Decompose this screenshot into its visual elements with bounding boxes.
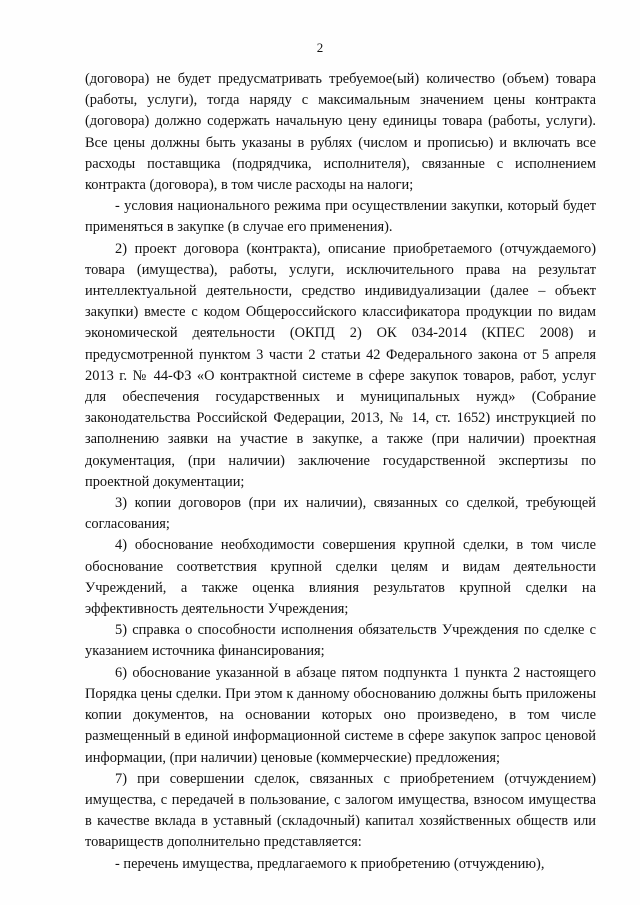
document-body	[85, 69, 596, 875]
paragraph: 6) обоснование указанной в абзаце пятом подпункта 1 пункта 2 настоящего Порядка цены сделки. При этом к данному обоснованию должны быть приложены копии документов, на основании которых оно произведено, в том числе размещенный в единой информационной системе в сфере закупок запрос ценовой информации, (при наличии) ценовые (коммерческие) предложения;	[85, 664, 596, 766]
page-number: 2	[316, 40, 324, 55]
paragraph: - перечень имущества, предлагаемого к приобретению (отчуждению),	[115, 855, 545, 872]
paragraph: 5) справка о способности исполнения обязательств Учреждения по сделке с указанием источника финансирования;	[85, 622, 596, 660]
paragraph: 4) обоснование необходимости совершения крупной сделки, в том числе обоснование соответствия крупной сделки целям и видам деятельности Учреждений, а также оценка влияния результатов крупной сделки на эффективность деятельности Учреждения;	[85, 537, 596, 618]
paragraph: 3) копии договоров (при их наличии), связанных со сделкой, требующей согласования;	[85, 495, 596, 533]
paragraph: - условия национального режима при осуществлении закупки, который будет применяться в закупке (в случае его применения).	[85, 198, 596, 236]
paragraph: 2) проект договора (контракта), описание приобретаемого (отчуждаемого) товара (имущества), работы, услуги, исключительного права на результат интеллектуальной деятельности, средство индивидуализации (далее – объект закупки) вместе с кодом Общероссийского классификатора продукции по видам экономической деятельности (ОКПД 2) ОК 034-2014 (КПЕС 2008) и предусмотренной пунктом 3 части 2 статьи 42 Федерального закона от 5 апреля 2013 г. № 44-ФЗ «О контрактной системе в сфере закупок товаров, работ, услуг для обеспечения государственных и муниципальных нужд» (Собрание законодательства Российской Федерации, 2013, № 14, ст. 1652) инструкцией по заполнению заявки на участие в закупке, а также (при наличии) проектная документация, (при наличии) заключение государственной экспертизы по проектной документации;	[85, 240, 596, 490]
paragraph: (договора) не будет предусматривать требуемое(ый) количество (объем) товара (работы, услуги), тогда наряду с максимальным значением цены контракта (договора) должно содержать начальную цену единицы товара (работы, услуги). Все цены должны быть указаны в рублях (числом и прописью) и включать все расходы поставщика (подрядчика, исполнителя), связанные с исполнением контракта (договора), в том числе расходы на налоги;	[85, 71, 596, 194]
paragraph: 7) при совершении сделок, связанных с приобретением (отчуждением) имущества, с передачей в пользование, с залогом имущества, взносом имущества в качестве вклада в уставный (складочный) капитал хозяйственных обществ или товариществ дополнительно представляется:	[85, 770, 596, 851]
